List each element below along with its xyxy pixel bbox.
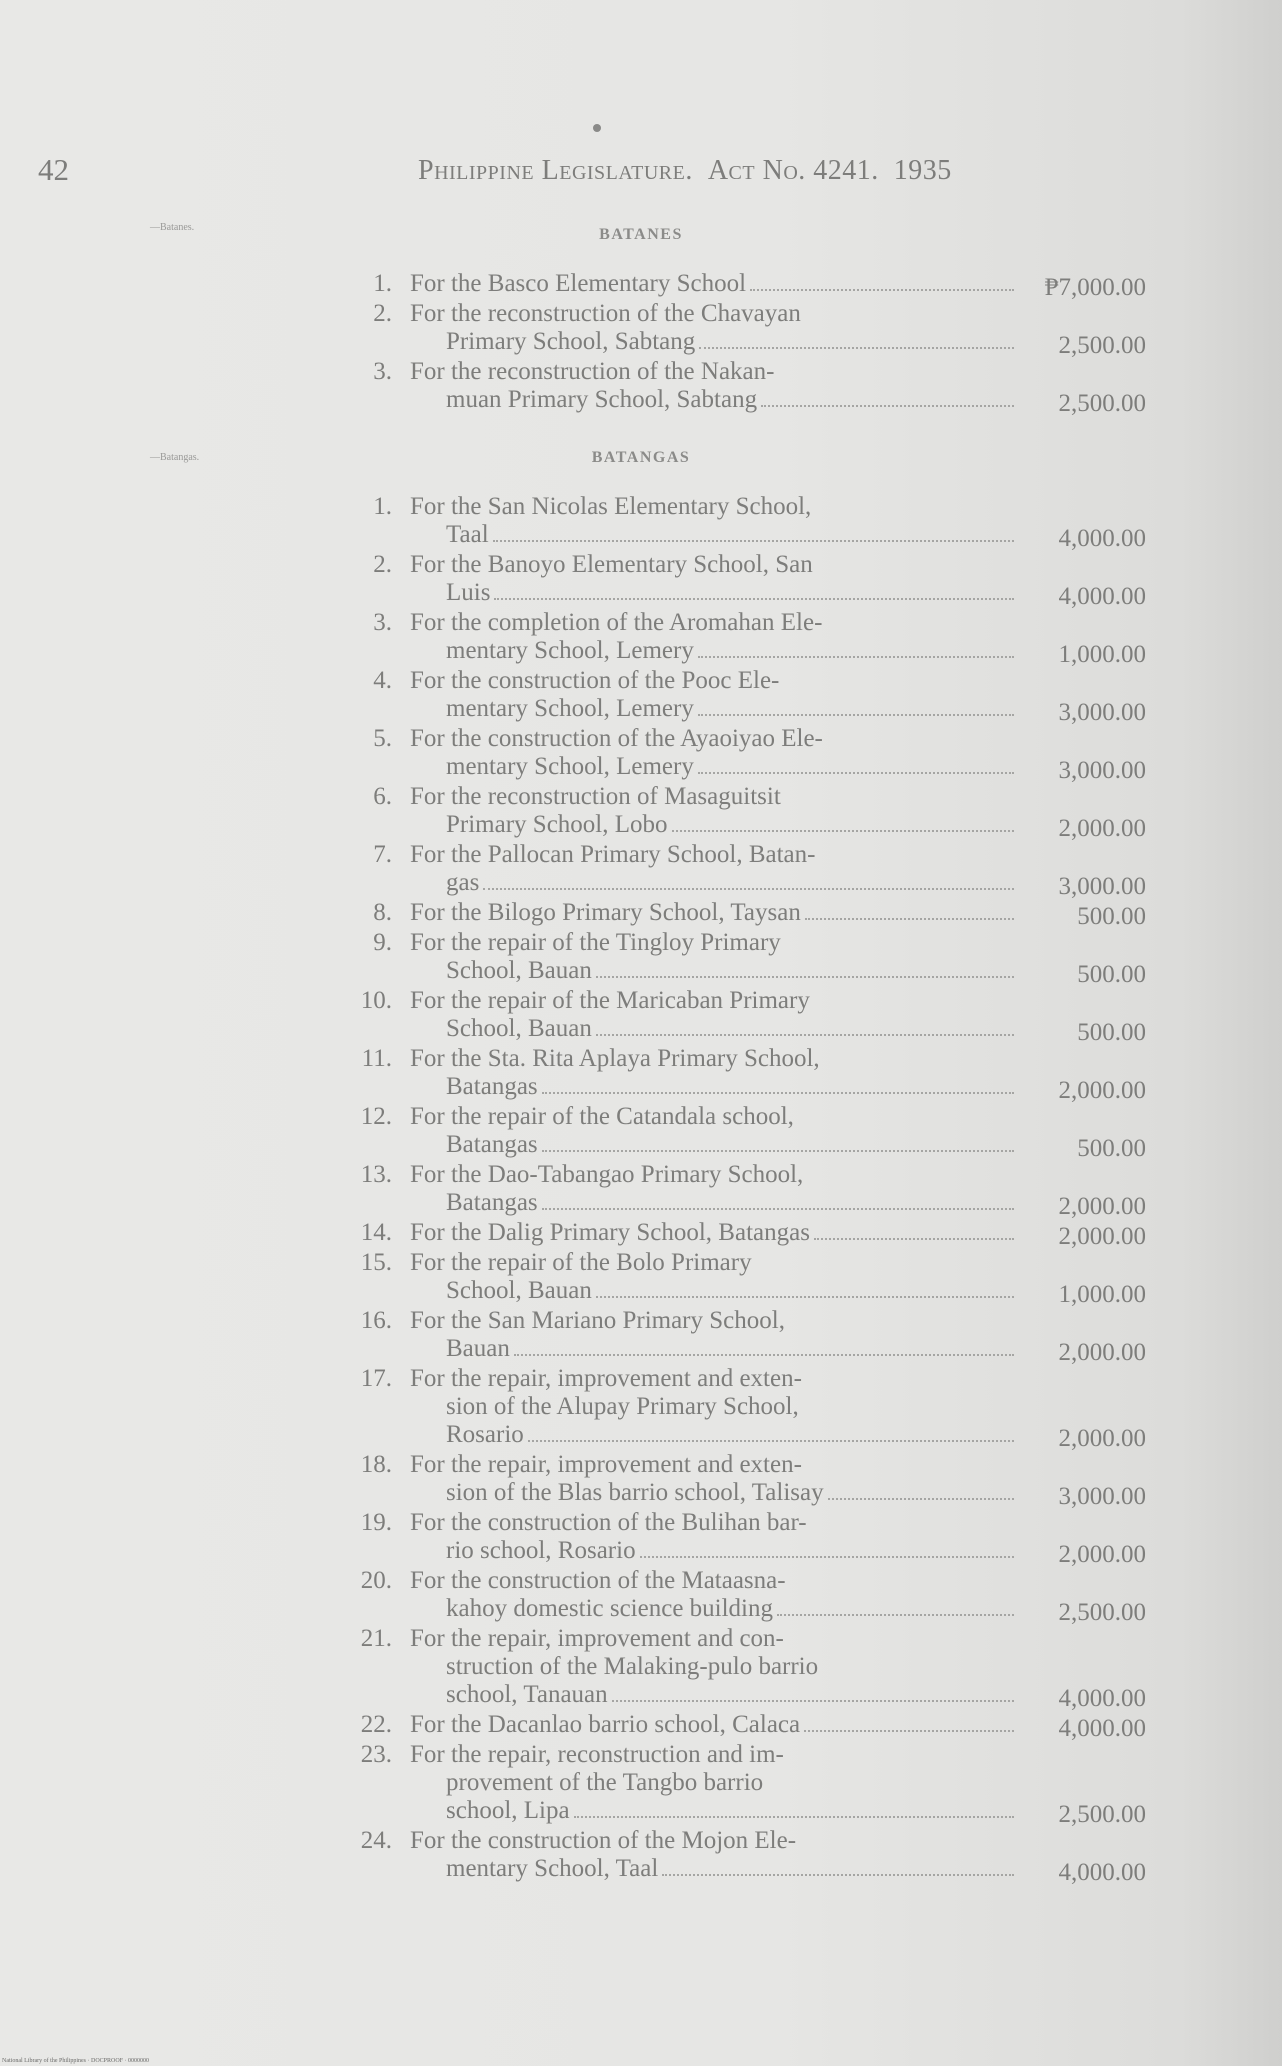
item-line: For the San Nicolas Elementary School,: [410, 493, 812, 520]
item-line: Batangas: [446, 1131, 1014, 1159]
item-line: rio school, Rosario: [446, 1537, 1014, 1565]
running-head-title: Philippine Legislature.: [418, 155, 693, 186]
item-line: mentary School, Lemery: [446, 637, 1014, 665]
item-line: struction of the Malaking-pulo barrio: [446, 1653, 819, 1680]
section-heading-batanes: BATANES: [599, 226, 683, 243]
item-number: 10.: [360, 987, 392, 1014]
item-number: 24.: [360, 1827, 392, 1854]
item-line: For the construction of the Mojon Ele-: [410, 1827, 797, 1854]
item-line: School, Bauan: [446, 1015, 1014, 1043]
running-head: [418, 155, 952, 187]
item-line: For the repair, improvement and exten-: [410, 1451, 802, 1478]
item-line: For the repair of the Catandala school,: [410, 1103, 794, 1130]
item-line: For the repair, improvement and exten-: [410, 1365, 802, 1392]
item-amount: ₱7,000.00: [1044, 274, 1146, 301]
item-line: gas: [446, 869, 1014, 897]
ornament-dot: [593, 124, 601, 132]
item-number: 2.: [373, 300, 392, 327]
item-number: 5.: [373, 725, 392, 752]
dot-leader: [514, 1352, 1014, 1356]
item-line: Rosario: [446, 1421, 1014, 1449]
item-amount: 2,000.00: [1058, 1541, 1146, 1568]
item-number: 23.: [360, 1741, 392, 1768]
item-number: 3.: [373, 358, 392, 385]
item-line: For the reconstruction of Masaguitsit: [410, 783, 781, 810]
item-amount: 4,000.00: [1058, 1685, 1146, 1712]
item-line: For the repair of the Maricaban Primary: [410, 987, 810, 1014]
item-line: For the construction of the Pooc Ele-: [410, 667, 780, 694]
item-number: 7.: [373, 841, 392, 868]
item-number: 16.: [360, 1307, 392, 1334]
item-amount: 4,000.00: [1058, 1715, 1146, 1742]
item-amount: 3,000.00: [1058, 1483, 1146, 1510]
item-amount: 500.00: [1077, 903, 1146, 930]
item-line: For the repair, improvement and con-: [410, 1625, 784, 1652]
dot-leader: [493, 538, 1014, 542]
item-line: mentary School, Lemery: [446, 753, 1014, 781]
item-line: For the completion of the Aromahan Ele-: [410, 609, 823, 636]
item-line: For the construction of the Bulihan bar-: [410, 1509, 807, 1536]
item-amount: 2,500.00: [1058, 332, 1146, 359]
item-amount: 1,000.00: [1058, 641, 1146, 668]
page-number: 42: [38, 152, 69, 187]
item-line: For the Sta. Rita Aplaya Primary School,: [410, 1045, 820, 1072]
item-amount: 2,000.00: [1058, 1223, 1146, 1250]
section-heading-batangas: BATANGAS: [591, 449, 691, 466]
item-amount: 2,000.00: [1058, 815, 1146, 842]
item-line: For the Bilogo Primary School, Taysan: [410, 899, 1014, 927]
item-number: 11.: [361, 1045, 392, 1072]
item-number: 17.: [360, 1365, 392, 1392]
item-line: Luis: [446, 579, 1014, 607]
item-line: School, Bauan: [446, 957, 1014, 985]
item-number: 14.: [360, 1219, 392, 1246]
item-amount: 4,000.00: [1058, 525, 1146, 552]
item-number: 1.: [373, 493, 392, 520]
item-amount: 3,000.00: [1058, 699, 1146, 726]
item-line: provement of the Tangbo barrio: [446, 1769, 764, 1796]
item-line: For the repair of the Tingloy Primary: [410, 929, 781, 956]
item-amount: 2,000.00: [1058, 1339, 1146, 1366]
running-head-year: 1935: [893, 155, 952, 186]
item-line: For the Pallocan Primary School, Batan-: [410, 841, 816, 868]
item-amount: 2,000.00: [1058, 1193, 1146, 1220]
item-line: For the reconstruction of the Chavayan: [410, 300, 801, 327]
item-line: mentary School, Taal: [446, 1855, 1014, 1883]
item-line: For the repair, reconstruction and im-: [410, 1741, 784, 1768]
item-number: 18.: [360, 1451, 392, 1478]
item-line: Primary School, Sabtang: [446, 328, 1014, 356]
item-line: For the Dalig Primary School, Batangas: [410, 1219, 1014, 1247]
item-line: For the Banoyo Elementary School, San: [410, 551, 813, 578]
item-line: school, Lipa: [446, 1797, 1014, 1825]
item-line: Bauan: [446, 1335, 1014, 1363]
item-amount: 4,000.00: [1058, 1859, 1146, 1886]
item-number: 8.: [373, 899, 392, 926]
item-number: 13.: [360, 1161, 392, 1188]
dot-leader: [494, 596, 1014, 600]
item-number: 6.: [373, 783, 392, 810]
item-line: For the construction of the Ayaoiyao Ele-: [410, 725, 823, 752]
item-line: Batangas: [446, 1073, 1014, 1101]
item-line: For the Dacanlao barrio school, Calaca: [410, 1711, 1014, 1739]
item-line: school, Tanauan: [446, 1681, 1014, 1709]
item-line: For the reconstruction of the Nakan-: [410, 358, 775, 385]
item-line: School, Bauan: [446, 1277, 1014, 1305]
item-line: For the construction of the Mataasna-: [410, 1567, 786, 1594]
item-amount: 2,500.00: [1058, 390, 1146, 417]
item-amount: 1,000.00: [1058, 1281, 1146, 1308]
item-amount: 2,500.00: [1058, 1801, 1146, 1828]
item-line: kahoy domestic science building: [446, 1595, 1014, 1623]
footer-credit: National Library of the Philippines · DOCPROOF · 0000000: [2, 2058, 149, 2064]
item-number: 20.: [360, 1567, 392, 1594]
item-line: sion of the Alupay Primary School,: [446, 1393, 799, 1420]
item-number: 15.: [360, 1249, 392, 1276]
item-amount: 2,500.00: [1058, 1599, 1146, 1626]
item-number: 4.: [373, 667, 392, 694]
item-line: muan Primary School, Sabtang: [446, 386, 1014, 414]
item-amount: 3,000.00: [1058, 873, 1146, 900]
item-amount: 500.00: [1077, 961, 1146, 988]
item-amount: 500.00: [1077, 1019, 1146, 1046]
item-line: sion of the Blas barrio school, Talisay: [446, 1479, 1014, 1507]
item-number: 19.: [360, 1509, 392, 1536]
item-number: 1.: [373, 270, 392, 297]
item-number: 2.: [373, 551, 392, 578]
item-line: Batangas: [446, 1189, 1014, 1217]
margin-note-batanes: —Batanes.: [150, 222, 195, 233]
item-line: Primary School, Lobo: [446, 811, 1014, 839]
item-amount: 500.00: [1077, 1135, 1146, 1162]
margin-note-batangas: —Batangas.: [150, 452, 200, 463]
item-line: For the repair of the Bolo Primary: [410, 1249, 752, 1276]
dot-leader: [483, 886, 1014, 890]
item-number: 3.: [373, 609, 392, 636]
running-head-act: Act No. 4241.: [707, 155, 879, 186]
item-amount: 2,000.00: [1058, 1077, 1146, 1104]
item-number: 22.: [360, 1711, 392, 1738]
item-number: 9.: [373, 929, 392, 956]
item-line: Taal: [446, 521, 1014, 549]
item-amount: 4,000.00: [1058, 583, 1146, 610]
item-amount: 2,000.00: [1058, 1425, 1146, 1452]
item-number: 12.: [360, 1103, 392, 1130]
item-number: 21.: [360, 1625, 392, 1652]
item-line: For the Dao-Tabangao Primary School,: [410, 1161, 804, 1188]
item-line: For the Basco Elementary School: [410, 270, 1014, 298]
item-line: mentary School, Lemery: [446, 695, 1014, 723]
item-amount: 3,000.00: [1058, 757, 1146, 784]
item-line: For the San Mariano Primary School,: [410, 1307, 785, 1334]
